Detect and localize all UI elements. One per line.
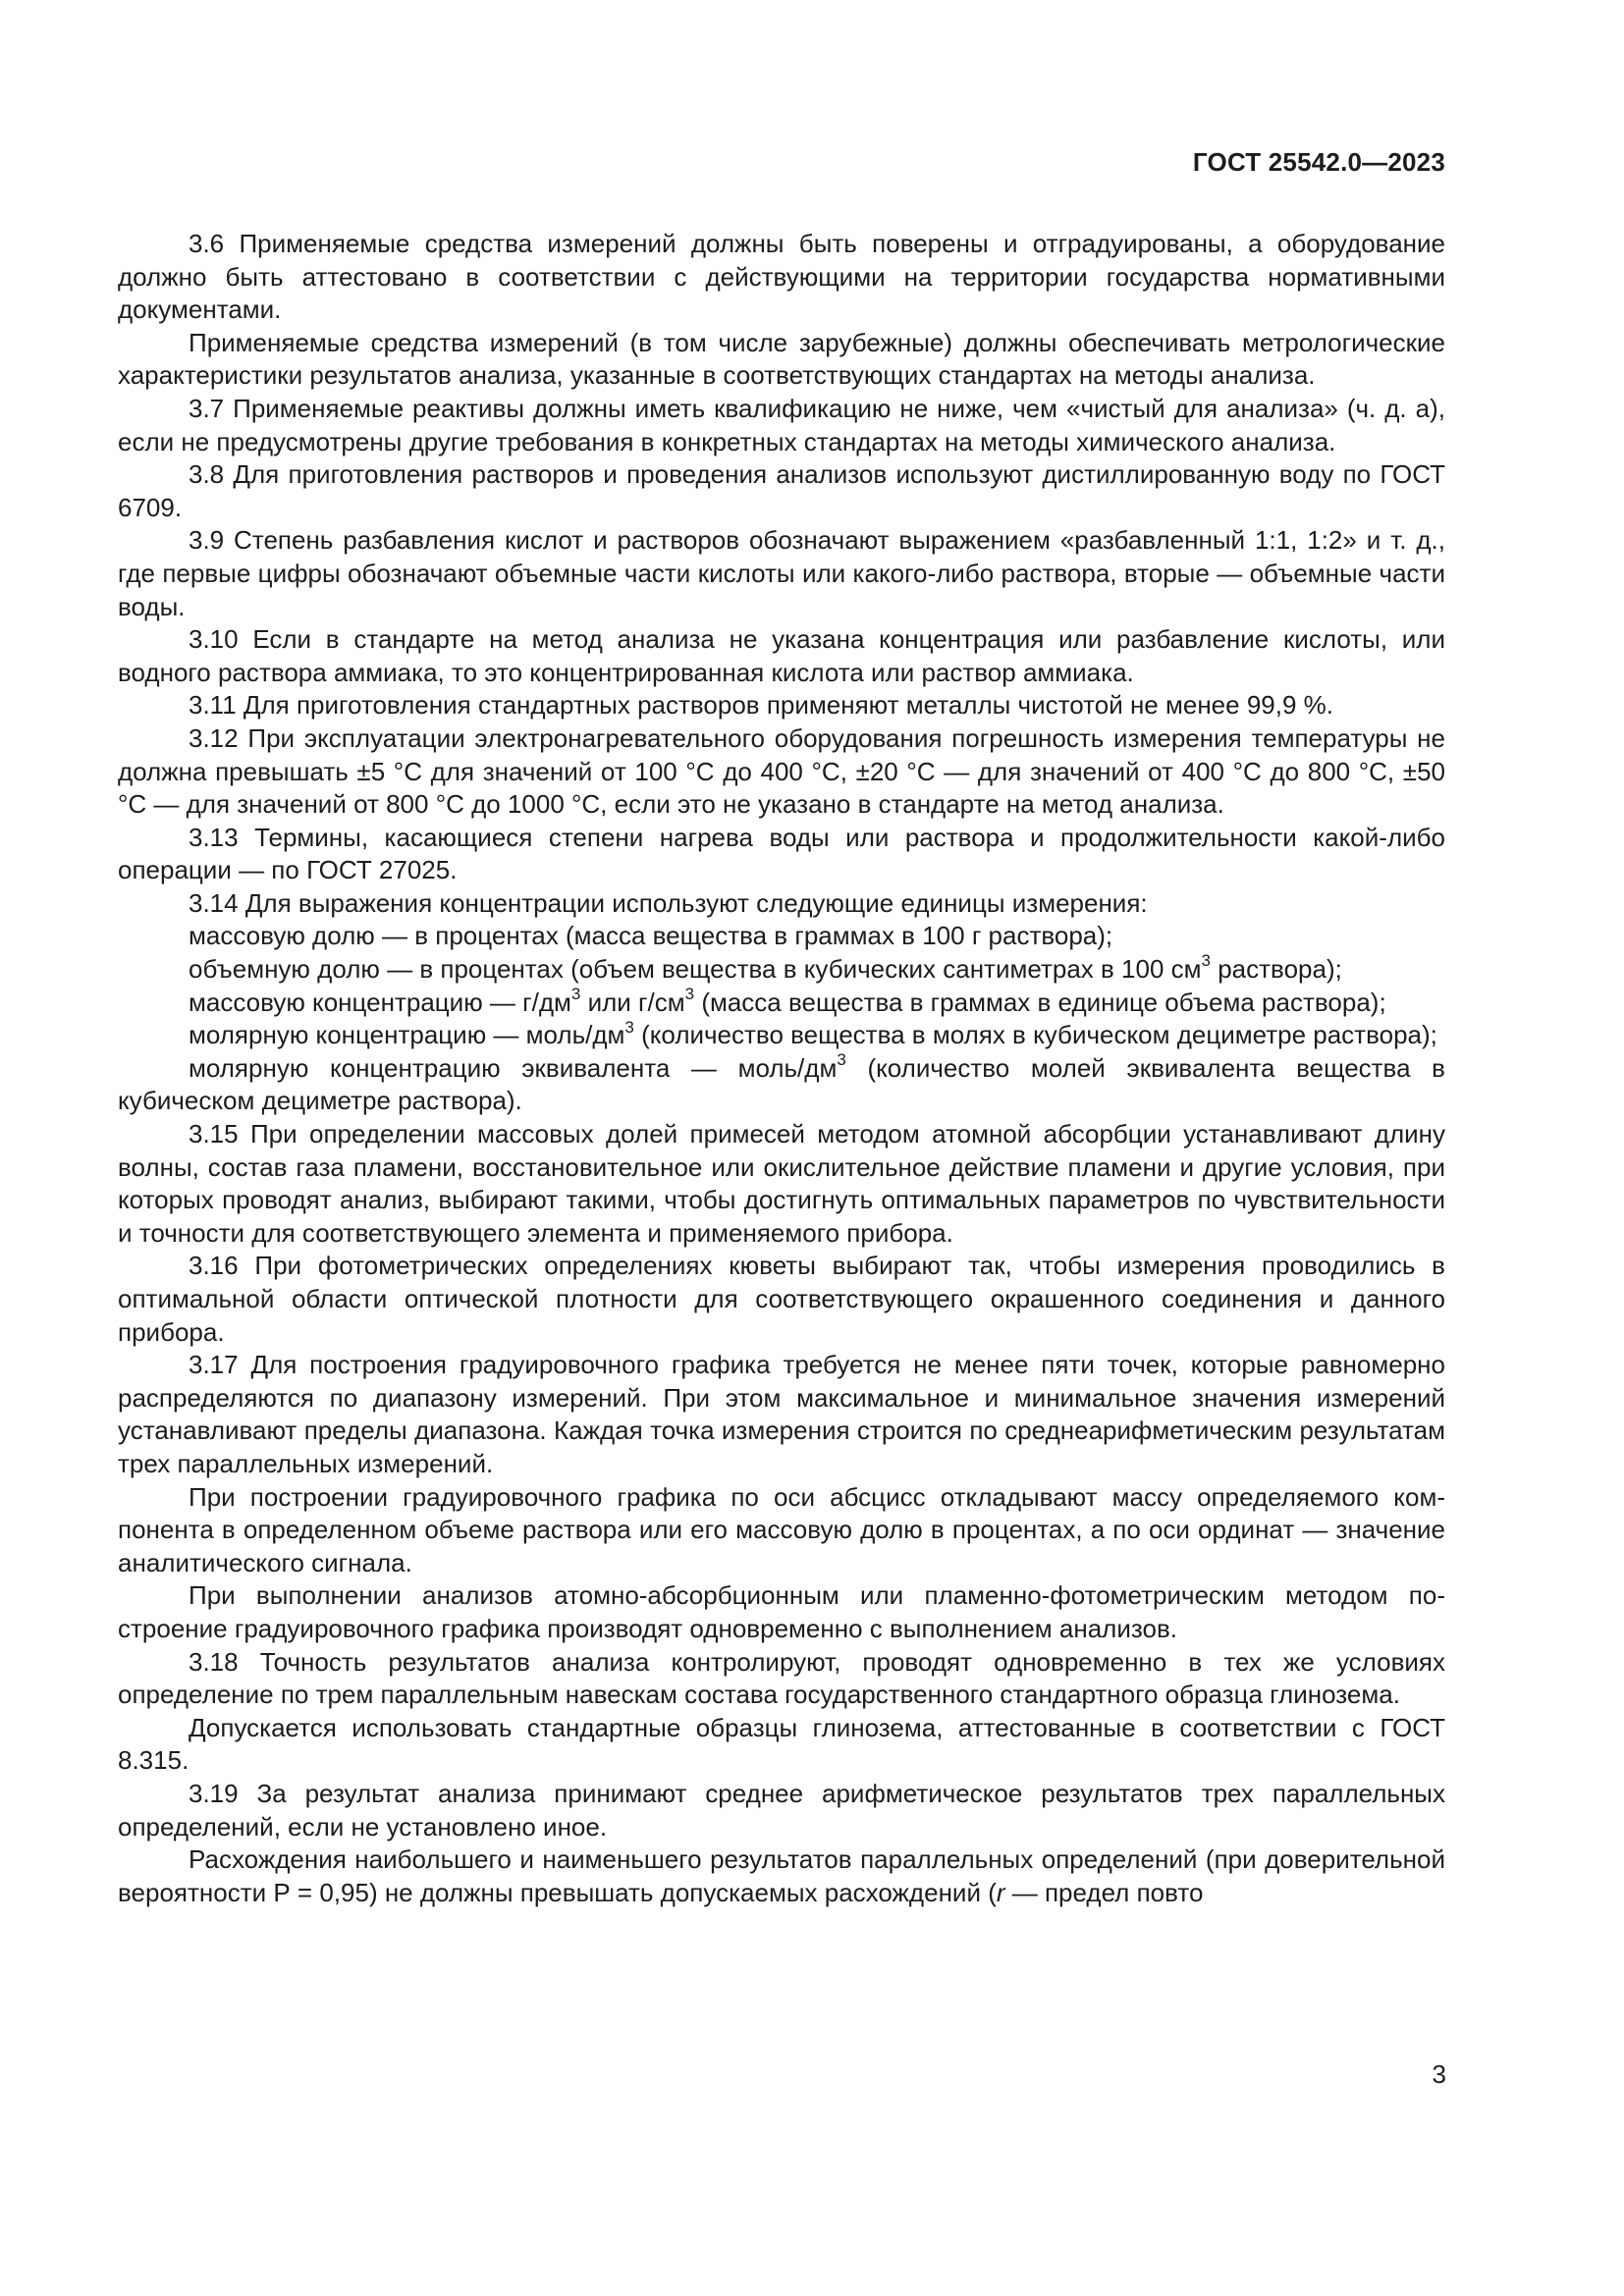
paragraph-3-17-axes: При построении градуировочного графика по оси абсцисс откладывают массу определяемого компонента в определенном объеме раствора или его массовую долю в процентах, а по оси ординат — значение аналитического сигнала. — [118, 1481, 1445, 1577]
list-item-mass-fraction: массовую долю — в процентах (масса вещества в граммах в 100 г раствора); — [189, 921, 1113, 951]
paragraph-3-12: 3.12 При эксплуатации электронагревательного оборудования погрешность измерения температуры не должна превышать ±5 °С для значений от 100 °С до 400 °С, ±20 °С — для значений от 400 °С до 800 °С, ±50 °С — для значений от 800 °С до 1000 °С, если это не указано в стандарте на метод анализа. — [118, 722, 1445, 820]
paragraph-3-13: 3.13 Термины, касающиеся степени нагрева воды или раствора и продолжительности какой-либо операции — по ГОСТ 27025. — [118, 822, 1445, 885]
paragraph-3-14: 3.14 Для выражения концентрации используют следующие единицы измерения: — [189, 887, 1148, 918]
document-header-standard: ГОСТ 25542.0—2023 — [1192, 147, 1445, 177]
paragraph-3-18-reference: Допускается использовать стандартные образцы глинозема, аттестованные в соответствии с ГОСТ 8.315. — [118, 1712, 1445, 1776]
paragraph-3-8: 3.8 Для приготовления растворов и проведения анализов используют дистиллированную воду по ГОСТ 6709. — [118, 459, 1445, 522]
paragraph-3-19-discrepancy: Расхождения наибольшего и наименьшего результатов параллельных определений (при доверительной вероятности Р = 0,95) не должны превышать допускаемых расхождений (r — предел повто — [118, 1844, 1445, 1907]
paragraph-3-17: 3.17 Для построения градуировочного графика требуется не менее пяти точек, которые равномерно распределяются по диапазону измерений. При этом максимальное и минимальное значения измерений устанавливают пределы диапазона. Каждая точка измерения строится по среднеарифметическим результатам трех параллельных измерений. — [118, 1350, 1445, 1478]
paragraph-3-16: 3.16 При фотометрических определениях кюветы выбирают так, чтобы измерения проводились в оптимальной области оптической плотности для соответствующего окрашенного соединения и данного прибора. — [118, 1251, 1445, 1347]
list-item-mass-concentration: массовую концентрацию — $г/дм^3$ или $г/см^3$ (масса вещества в граммах в единице объема раствора); — [189, 985, 1386, 1017]
list-item-volume-fraction: объемную долю — в процентах (объем вещества в кубических сантиметрах в 100 $см^3$ раствора); — [189, 951, 1342, 985]
list-item-equivalent-concentration: молярную концентрацию эквивалента — моль/$дм^3$ (количество молей эквивалента вещества в кубическом дециметре раствора). — [118, 1050, 1445, 1116]
paragraph-3-17-simultaneous: При выполнении анализов атомно-абсорбционным или пламенно-фотометрическим методом построение градуировочного графика производят одновременно с выполнением анализов. — [118, 1580, 1445, 1643]
paragraph-3-7: 3.7 Применяемые реактивы должны иметь квалификацию не ниже, чем «чистый для анализа» (ч. д. а), если не предусмотрены другие требования в конкретных стандартах на методы химического анализа. — [118, 393, 1445, 456]
paragraph-3-11: 3.11 Для приготовления стандартных растворов применяют металлы чистотой не менее 99,9 %. — [189, 690, 1333, 721]
paragraph-3-10: 3.10 Если в стандарте на метод анализа не указана концентрация или разбавление кислоты, или водного раствора аммиака, то это концентрированная кислота или раствор аммиака. — [118, 624, 1445, 687]
list-item-molar-concentration: молярную концентрацию — моль/$дм^3$ (количество вещества в молях в кубическом дециметре раствора); — [189, 1017, 1437, 1050]
document-body — [118, 228, 1445, 1909]
paragraph-3-15: 3.15 При определении массовых долей примесей методом атомной абсорбции устанавливают длину волны, состав газа пламени, восстановительное или окислительное действие пламени и другие условия, при которых проводят анализ, выбирают такими, чтобы достигнуть оптимальных параметров по чувствительности и точности для соответствующего элемента и применяемого прибора. — [118, 1119, 1445, 1248]
paragraph-3-19: 3.19 За результат анализа принимают среднее арифметическое результатов трех параллельных определений, если не установлено иное. — [118, 1778, 1445, 1842]
paragraph-3-9: 3.9 Степень разбавления кислот и растворов обозначают выражением «разбавленный 1:1, 1:2» и т. д., где первые цифры обозначают объемные части кислоты или какого-либо раствора, вторые — объемные части воды. — [118, 525, 1445, 621]
paragraph-3-6: 3.6 Применяемые средства измерений должны быть поверены и отградуированы, а оборудование должно быть аттестовано в соответствии с действующими на территории государства нормативными документами. — [118, 229, 1445, 325]
paragraph-3-6-continued: Применяемые средства измерений (в том числе зарубежные) должны обеспечивать метрологические характеристики результатов анализа, указанные в соответствующих стандартах на методы анализа. — [118, 327, 1445, 391]
paragraph-3-18: 3.18 Точность результатов анализа контролируют, проводят одновременно в тех же условиях определение по трем параллельным навескам состава государственного стандартного образца глинозема. — [118, 1646, 1445, 1710]
page-number: 3 — [1432, 2059, 1446, 2089]
